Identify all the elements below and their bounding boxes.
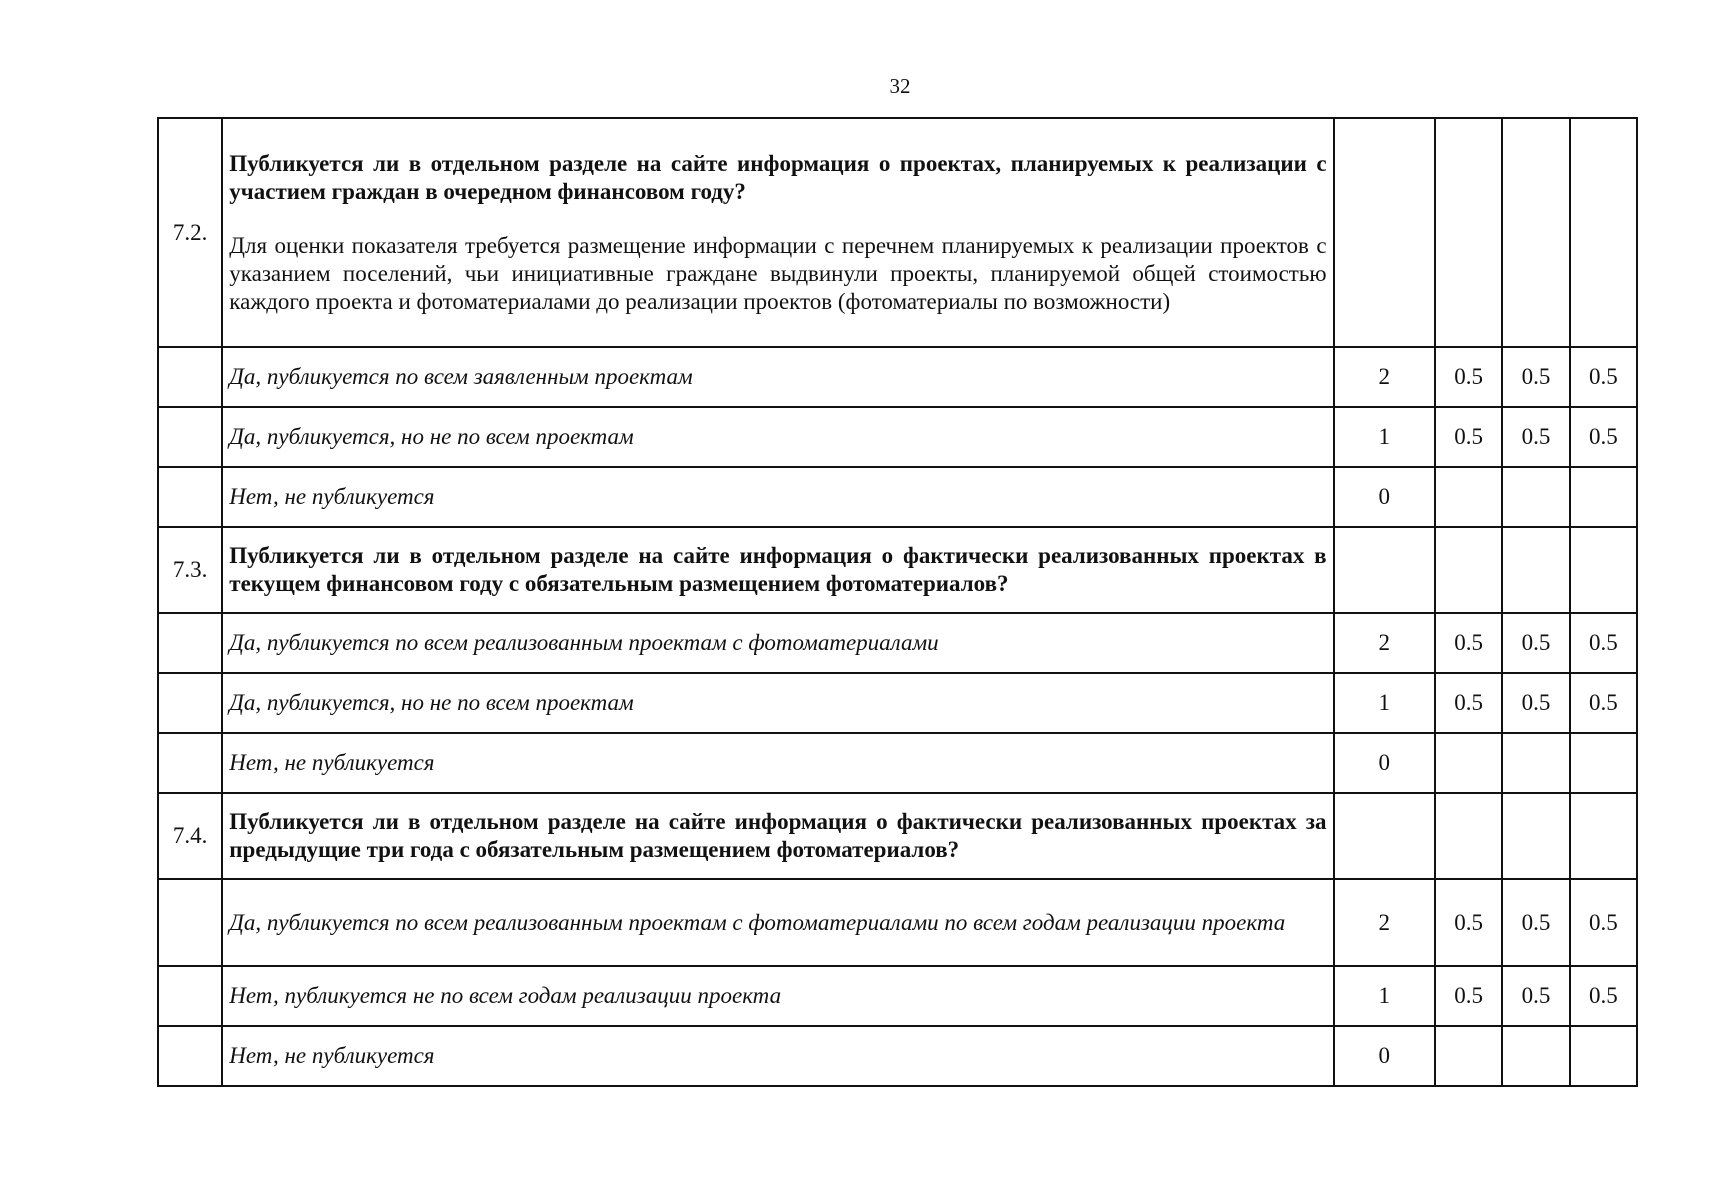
option-text: Нет, не публикуется xyxy=(229,484,435,509)
option-text: Да, публикуется, но не по всем проектам xyxy=(229,690,634,715)
option-weight xyxy=(1435,733,1502,793)
option-cell xyxy=(222,407,1333,467)
option-weight: 0.5 xyxy=(1435,347,1502,407)
option-text: Да, публикуется, но не по всем проектам xyxy=(229,424,634,449)
option-row xyxy=(158,1026,1637,1086)
option-cell xyxy=(222,673,1333,733)
weight-cell xyxy=(1435,793,1502,879)
option-weight: 0.5 xyxy=(1435,966,1502,1026)
option-weight xyxy=(1502,733,1569,793)
option-weight: 0.5 xyxy=(1435,407,1502,467)
question-title: Публикуется ли в отдельном разделе на сайте информация о фактически реализованных проектах в текущем финансовом году с обязательным размещением фотоматериалов? xyxy=(229,543,1327,596)
option-weight: 0.5 xyxy=(1502,407,1569,467)
option-score: 0 xyxy=(1334,467,1435,527)
option-weight: 0.5 xyxy=(1570,879,1637,966)
option-cell xyxy=(222,966,1333,1026)
option-weight xyxy=(1435,467,1502,527)
option-number xyxy=(158,347,222,407)
weight-cell xyxy=(1570,793,1637,879)
option-number xyxy=(158,879,222,966)
option-row xyxy=(158,966,1637,1026)
option-row xyxy=(158,879,1637,966)
option-weight: 0.5 xyxy=(1570,407,1637,467)
option-weight: 0.5 xyxy=(1502,673,1569,733)
option-cell xyxy=(222,1026,1333,1086)
question-title: Публикуется ли в отдельном разделе на сайте информация о проектах, планируемых к реализации с участием граждан в очередном финансовом году? xyxy=(229,150,1327,204)
option-cell xyxy=(222,613,1333,673)
question-row xyxy=(158,793,1637,879)
question-row xyxy=(158,527,1637,613)
option-score: 1 xyxy=(1334,673,1435,733)
option-row xyxy=(158,467,1637,527)
option-row xyxy=(158,733,1637,793)
weight-cell xyxy=(1435,527,1502,613)
option-score: 2 xyxy=(1334,879,1435,966)
option-row xyxy=(158,613,1637,673)
option-text: Да, публикуется по всем заявленным проектам xyxy=(229,364,693,389)
option-score: 0 xyxy=(1334,1026,1435,1086)
weight-cell xyxy=(1570,527,1637,613)
option-cell xyxy=(222,467,1333,527)
question-number: 7.2. xyxy=(158,118,222,347)
question-cell xyxy=(222,793,1333,879)
option-text: Нет, не публикуется xyxy=(229,750,435,775)
option-weight: 0.5 xyxy=(1502,966,1569,1026)
weight-cell xyxy=(1435,118,1502,347)
option-weight: 0.5 xyxy=(1570,613,1637,673)
question-note: Для оценки показателя требуется размещение информации с перечнем планируемых к реализации проектов с указанием поселений, чьи инициативные граждане выдвинули проекты, планируемой общей стоимостью каждого проекта и фотоматериалами до реализации проектов (фотоматериалы по возможности) xyxy=(229,232,1327,314)
option-weight xyxy=(1570,1026,1637,1086)
question-row xyxy=(158,118,1637,347)
option-weight: 0.5 xyxy=(1570,347,1637,407)
option-number xyxy=(158,966,222,1026)
option-weight xyxy=(1435,1026,1502,1086)
option-number xyxy=(158,407,222,467)
option-score: 2 xyxy=(1334,347,1435,407)
score-cell xyxy=(1334,527,1435,613)
option-weight xyxy=(1502,467,1569,527)
option-weight: 0.5 xyxy=(1435,613,1502,673)
option-cell xyxy=(222,347,1333,407)
question-cell xyxy=(222,527,1333,613)
option-text: Нет, публикуется не по всем годам реализации проекта xyxy=(229,983,782,1008)
score-cell xyxy=(1334,118,1435,347)
option-weight: 0.5 xyxy=(1570,966,1637,1026)
question-title: Публикуется ли в отдельном разделе на сайте информация о фактически реализованных проектах за предыдущие три года с обязательным размещением фотоматериалов? xyxy=(229,809,1327,862)
option-score: 1 xyxy=(1334,966,1435,1026)
option-score: 0 xyxy=(1334,733,1435,793)
option-weight: 0.5 xyxy=(1502,879,1569,966)
option-row xyxy=(158,673,1637,733)
option-row xyxy=(158,407,1637,467)
option-number xyxy=(158,673,222,733)
option-row xyxy=(158,347,1637,407)
question-cell xyxy=(222,118,1333,347)
option-weight: 0.5 xyxy=(1435,673,1502,733)
option-number xyxy=(158,1026,222,1086)
option-weight xyxy=(1502,1026,1569,1086)
option-text: Да, публикуется по всем реализованным проектам с фотоматериалами по всем годам реализации проекта xyxy=(229,909,1286,935)
option-number xyxy=(158,613,222,673)
option-weight: 0.5 xyxy=(1502,613,1569,673)
option-number xyxy=(158,467,222,527)
weight-cell xyxy=(1502,527,1569,613)
option-score: 2 xyxy=(1334,613,1435,673)
option-weight: 0.5 xyxy=(1570,673,1637,733)
weight-cell xyxy=(1570,118,1637,347)
question-number: 7.4. xyxy=(158,793,222,879)
criteria-table xyxy=(157,117,1638,1087)
question-number: 7.3. xyxy=(158,527,222,613)
option-text: Да, публикуется по всем реализованным проектам с фотоматериалами xyxy=(229,630,939,655)
option-weight xyxy=(1570,467,1637,527)
option-text: Нет, не публикуется xyxy=(229,1043,435,1068)
score-cell xyxy=(1334,793,1435,879)
option-weight: 0.5 xyxy=(1435,879,1502,966)
option-cell xyxy=(222,733,1333,793)
weight-cell xyxy=(1502,793,1569,879)
option-weight xyxy=(1570,733,1637,793)
page-number: 32 xyxy=(889,74,911,98)
option-weight: 0.5 xyxy=(1502,347,1569,407)
weight-cell xyxy=(1502,118,1569,347)
option-score: 1 xyxy=(1334,407,1435,467)
option-number xyxy=(158,733,222,793)
option-cell xyxy=(222,879,1333,966)
